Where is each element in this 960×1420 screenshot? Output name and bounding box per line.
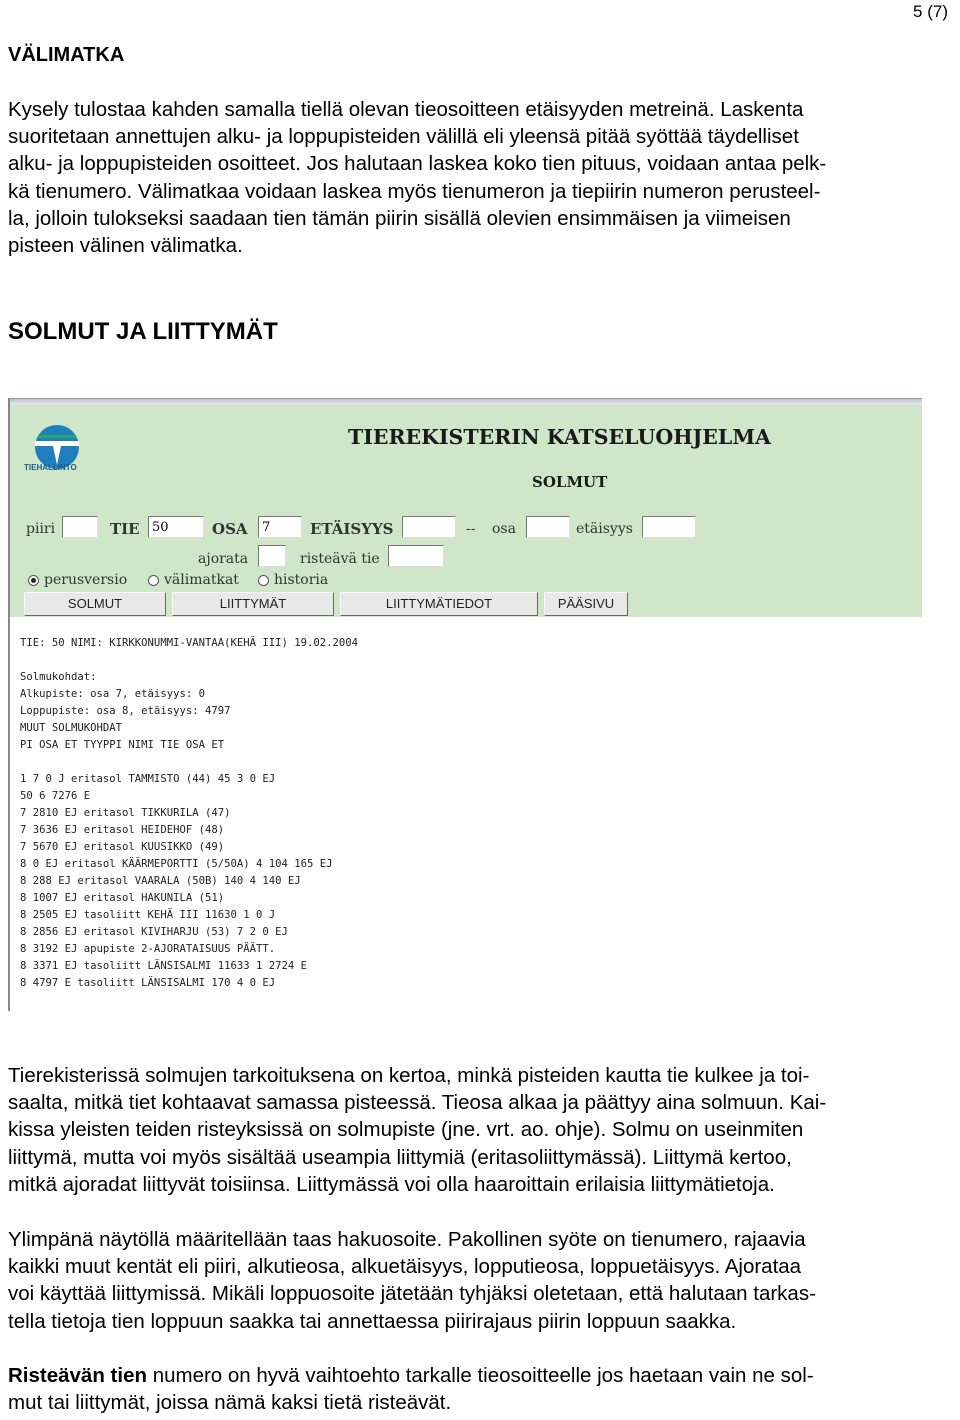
radio-perusversio[interactable] — [28, 575, 39, 586]
app-screenshot — [8, 398, 922, 1011]
text-line: Kysely tulostaa kahden samalla tiellä olevan tieosoitteen etäisyyden metreinä. Laskenta — [8, 98, 804, 121]
output-line: Loppupiste: osa 8, etäisyys: 4797 — [20, 705, 231, 717]
text-line: la, jolloin tulokseksi saadaan tien tämän piirin sisällä olevien ensimmäisen ja viimeisen — [8, 206, 791, 230]
osa-label: OSA — [212, 520, 248, 538]
output-line: Alkupiste: osa 7, etäisyys: 0 — [20, 688, 205, 700]
radio-perusversio-label: perusversio — [44, 572, 128, 588]
etaisyys2-input[interactable] — [642, 516, 696, 538]
output-line: 8 2856 EJ eritasol KIVIHARJU (53) 7 2 0 EJ — [20, 926, 288, 938]
radio-historia[interactable] — [258, 575, 269, 586]
text-line: saalta, mitkä tiet kohtaavat samassa pisteessä. Tieosa alkaa ja päättyy aina solmuun. Kai- — [8, 1091, 827, 1115]
radio-historia-label: historia — [274, 572, 329, 588]
output-line: 8 288 EJ eritasol VAARALA (50B) 140 4 140 EJ — [20, 875, 301, 887]
text-line: mitkä ajoradat liittyvät toisiinsa. Liittymässä voi olla haaroittain erilaisia liittymätietoja. — [8, 1172, 775, 1196]
osa2-input[interactable] — [526, 516, 570, 538]
range-dash: -- — [466, 521, 476, 537]
tie-input[interactable]: 50 — [148, 516, 204, 538]
text-line: kä tienumero. Välimatkaa voidaan laskea myös tienumeron ja tiepiirin numeron perusteel- — [8, 179, 821, 203]
paasivu-button[interactable]: PÄÄSIVU — [544, 592, 628, 616]
liittymat-button[interactable]: LIITTYMÄT — [172, 592, 334, 616]
text-line: suoritetaan annettujen alku- ja loppupisteiden välillä eli yleensä pitää syöttää täydelliset — [8, 125, 799, 149]
bold-term: Risteävän tien — [8, 1364, 147, 1387]
text-segment: numero on hyvä vaihtoehto tarkalle tieosoitteelle jos haetaan vain ne sol- — [147, 1364, 814, 1387]
output-line: 50 6 7276 E — [20, 790, 91, 802]
text-line: pisteen välinen välimatka. — [8, 234, 243, 258]
output-line: Solmukohdat: — [20, 671, 97, 683]
output-line: MUUT SOLMUKOHDAT — [20, 722, 123, 734]
risteava-tie-input[interactable] — [388, 545, 444, 567]
piiri-label: piiri — [26, 521, 56, 537]
tiehallinto-logo-icon — [26, 421, 88, 481]
output-line: TIE: 50 NIMI: KIRKKONUMMI-VANTAA(KEHÄ III) 19.02.2004 — [20, 637, 359, 649]
section-title-valimatka: VÄLIMATKA — [8, 44, 125, 66]
text-line: mut tai liittymät, joissa nämä kaksi tietä risteävät. — [8, 1391, 452, 1415]
output-line: 7 3636 EJ eritasol HEIDEHOF (48) — [20, 824, 225, 836]
osa2-label: osa — [492, 521, 516, 537]
text-line: liittymä, mutta voi myös sisältää useampia liittymiä (eritasoliittymässä). Liittymä kertoo, — [8, 1145, 792, 1169]
risteava-tie-label: risteävä tie — [300, 551, 380, 567]
text-line — [8, 1362, 948, 1389]
text-line: kaikki muut kentät eli piiri, alkutieosa, alkuetäisyys, lopputieosa, loppuetäisyys. Ajorataa — [8, 1255, 802, 1279]
text-line: tella tietoja tien loppuun saakka tai annettaessa piirirajaus piirin loppuun saakka. — [8, 1309, 737, 1333]
paragraph-valimatka — [8, 96, 948, 259]
paragraph-solmut — [8, 1062, 948, 1198]
ajorata-label: ajorata — [198, 551, 249, 567]
output-line: 7 2810 EJ eritasol TIKKURILA (47) — [20, 807, 231, 819]
output-line: PI OSA ET TYYPPI NIMI TIE OSA ET — [20, 739, 225, 751]
logo-text: TIEHALLINTO — [24, 463, 77, 472]
paragraph-risteava-tie — [8, 1362, 948, 1416]
output-line: 8 1007 EJ eritasol HAKUNILA (51) — [20, 892, 225, 904]
output-line: 8 0 EJ eritasol KÄÄRMEPORTTI (5/50A) 4 104 165 EJ — [20, 858, 333, 870]
text-line: Ylimpänä näytöllä määritellään taas hakuosoite. Pakollinen syöte on tienumero, rajaavia — [8, 1228, 806, 1251]
output-line: 8 2505 EJ tasoliitt KEHÄ III 11630 1 0 J — [20, 909, 276, 921]
section-title-solmut: SOLMUT JA LIITTYMÄT — [8, 318, 278, 345]
output-line: 7 5670 EJ eritasol KUUSIKKO (49) — [20, 841, 225, 853]
query-output — [20, 635, 920, 992]
output-line: 8 4797 E tasoliitt LÄNSISALMI 170 4 0 EJ — [20, 977, 276, 989]
liittymatiedot-button[interactable]: LIITTYMÄTIEDOT — [340, 592, 538, 616]
output-line: 1 7 0 J eritasol TAMMISTO (44) 45 3 0 EJ — [20, 773, 276, 785]
text-line: Tierekisterissä solmujen tarkoituksena on kertoa, minkä pisteiden kautta tie kulkee ja toi- — [8, 1064, 810, 1087]
etaisyys-input[interactable] — [402, 516, 456, 538]
app-title: TIEREKISTERIN KATSELUOHJELMA — [348, 425, 771, 449]
solmut-button[interactable]: SOLMUT — [24, 592, 166, 616]
page-subtitle: SOLMUT — [532, 473, 608, 491]
radio-valimatkat[interactable] — [148, 575, 159, 586]
etaisyys2-label: etäisyys — [576, 521, 633, 537]
tie-label: TIE — [110, 520, 140, 538]
osa-input[interactable]: 7 — [258, 516, 302, 538]
text-line: voi käyttää liittymissä. Mikäli loppuosoite jätetään tyhjäksi oletetaan, että halutaan tarkas- — [8, 1282, 816, 1306]
output-line: 8 3371 EJ tasoliitt LÄNSISALMI 11633 1 2724 E — [20, 960, 308, 972]
etaisyys-label: ETÄISYYS — [310, 520, 394, 538]
paragraph-hakuosoite — [8, 1226, 948, 1335]
page-number: 5 (7) — [913, 2, 948, 21]
radio-valimatkat-label: välimatkat — [164, 572, 239, 588]
output-line — [20, 754, 920, 771]
ajorata-input[interactable] — [258, 545, 286, 567]
text-line: alku- ja loppupisteiden osoitteet. Jos halutaan laskea koko tien pituus, voidaan antaa pelk- — [8, 152, 827, 176]
text-line: kissa yleisten teiden risteyksissä on solmupiste (jne. vrt. ao. ohje). Solmu on useinmiten — [8, 1118, 804, 1142]
piiri-input[interactable] — [62, 516, 98, 538]
output-line — [20, 652, 920, 669]
output-line: 8 3192 EJ apupiste 2-AJORATAISUUS PÄÄTT. — [20, 943, 276, 955]
window-edge — [10, 399, 922, 405]
